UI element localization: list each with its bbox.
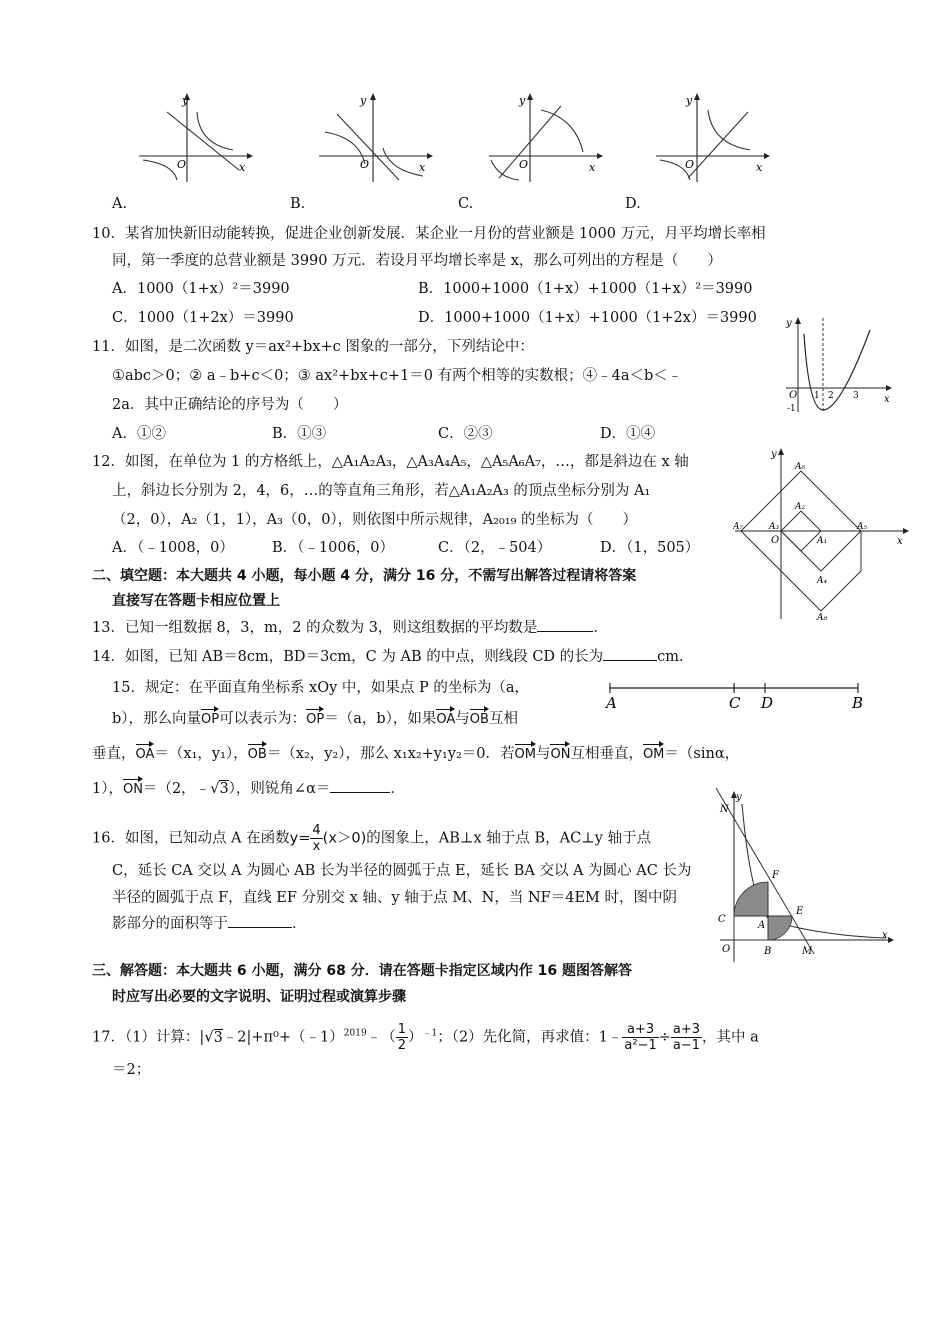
vector-ob-2: OB <box>248 742 267 765</box>
q10-option-a: A．1000（1+x）²＝3990 <box>112 281 290 297</box>
svg-text:2: 2 <box>828 391 834 401</box>
svg-text:x: x <box>419 161 426 174</box>
q15-line1: 15．规定：在平面直角坐标系 xOy 中，如果点 P 的坐标为（a， <box>112 680 530 696</box>
section-2-heading-line2: 直接写在答题卡相应位置上 <box>112 593 280 609</box>
q15-l4c: ），则锐角∠α＝ <box>228 781 331 797</box>
svg-text:A₆: A₆ <box>795 462 806 472</box>
svg-text:A₂: A₂ <box>795 502 806 512</box>
svg-text:-1: -1 <box>787 404 796 414</box>
q16-frac-num: 4 <box>312 823 321 838</box>
vector-om: OM <box>515 742 536 765</box>
svg-text:C: C <box>729 694 741 712</box>
section-3-heading-line2: 时应写出必要的文字说明、证明过程或演算步骤 <box>112 989 406 1005</box>
q15-l3b: ＝（x₁，y₁）， <box>154 746 248 762</box>
vector-op-2: OP <box>306 707 324 730</box>
svg-text:O: O <box>360 158 370 171</box>
q15-line2 <box>112 707 518 730</box>
svg-text:y: y <box>360 94 367 107</box>
vector-oa: OA <box>436 707 455 730</box>
q17-exp-minus1: ﹣1 <box>422 1028 438 1039</box>
q11-option-a: A．①② <box>112 426 166 442</box>
svg-text:N: N <box>720 804 729 815</box>
q15-l4b: ＝（2，﹣ <box>142 781 211 797</box>
q10-option-b: B．1000+1000（1+x）+1000（1+x）²＝3990 <box>418 281 753 297</box>
svg-text:M: M <box>802 946 813 957</box>
q17-b: ﹣2|+π⁰+（﹣1） <box>222 1029 344 1046</box>
svg-text:y: y <box>686 94 693 107</box>
q17-line2: ＝2； <box>112 1062 151 1078</box>
q15-l3f: ＝（sinα， <box>664 746 740 762</box>
q12-option-c: C．（2，﹣504） <box>438 540 552 556</box>
q9-option-b: B. <box>290 196 306 212</box>
q11-stem-line1: 11．如图，是二次函数 y＝ax²+bx+c 图象的一部分，下列结论中： <box>92 339 534 355</box>
q17-half-den: 2 <box>397 1038 406 1053</box>
svg-text:E: E <box>796 906 804 917</box>
q16-figure <box>706 786 896 966</box>
svg-text:O: O <box>771 535 780 546</box>
q12-option-d: D．（1，505） <box>600 540 700 556</box>
q15-l3d: 与 <box>535 746 551 762</box>
q11-option-b: B．①③ <box>272 426 327 442</box>
q15-l3a: 垂直， <box>92 746 136 762</box>
svg-text:x: x <box>239 161 246 174</box>
q9-graph-b <box>315 92 435 184</box>
q17-exp-2019: 2019 <box>343 1028 367 1039</box>
q17-d: ） <box>407 1029 423 1046</box>
q9-option-d: D. <box>625 196 641 212</box>
svg-text:A₃: A₃ <box>769 522 780 532</box>
q11-parabola-figure <box>782 314 894 414</box>
q16-function-cond: (x＞0) <box>322 830 367 847</box>
q11-stem-line3: 2a．其中正确结论的序号为（ ） <box>112 397 348 413</box>
svg-text:y: y <box>771 449 777 460</box>
vector-ob: OB <box>470 707 489 730</box>
q12-option-b: B．（﹣1006，0） <box>272 540 395 556</box>
q10-option-d: D．1000+1000（1+x）+1000（1+2x）＝3990 <box>418 310 757 326</box>
q12-stem-line1: 12．如图，在单位为 1 的方格纸上，△A₁A₂A₃，△A₃A₄A₅，△A₅A₆A₇，…，都是斜边在 x 轴 <box>92 454 689 470</box>
section-2-heading: 二、填空题：本大题共 4 小题，每小题 4 分，满分 16 分，不需写出解答过程请将答案 <box>92 568 637 584</box>
svg-text:B: B <box>852 694 864 712</box>
q16-line2: C，延长 CA 交以 A 为圆心 AB 长为半径的圆弧于点 E，延长 BA 交以 A 为圆心 AC 长为 <box>112 863 692 879</box>
q15-sqrt-radicand: 3 <box>219 781 229 797</box>
q9-graph-c <box>485 92 605 184</box>
q16-line1 <box>92 823 651 854</box>
q9-graph-a <box>135 92 255 184</box>
q17-div: ÷ <box>658 1029 671 1046</box>
vector-om-2: OM <box>643 742 664 765</box>
q13-text: 13．已知一组数据 8，3，m，2 的众数为 3，则这组数据的平均数是 <box>92 620 538 636</box>
q14-stem <box>92 646 694 667</box>
svg-text:x: x <box>756 161 763 174</box>
q15-l4a: 1）， <box>92 781 123 797</box>
svg-text:y: y <box>736 792 742 803</box>
q13-stem <box>92 617 608 638</box>
q9-option-c: C. <box>458 196 474 212</box>
q15-l3c: ＝（x₂，y₂），那么 x₁x₂+y₁y₂＝0．若 <box>266 746 515 762</box>
q14-answer-blank[interactable] <box>603 646 657 661</box>
q17-frac2-den: a−1 <box>672 1038 701 1053</box>
svg-text:A₇: A₇ <box>733 522 744 532</box>
q12-triangles-figure <box>733 443 911 621</box>
svg-text:A₅: A₅ <box>857 522 868 532</box>
svg-text:y: y <box>182 94 189 107</box>
q17-a: 17．（1）计算：| <box>92 1029 205 1046</box>
q15-l2b: 可以表示为： <box>219 711 307 727</box>
q16-l1a: 16．如图，已知动点 A 在函数 <box>92 830 290 847</box>
sqrt-icon: √ <box>210 781 220 797</box>
q17-frac2-num: a+3 <box>672 1022 701 1037</box>
q11-stem-line2: ①abc＞0；② a﹣b+c＜0；③ ax²+bx+c+1＝0 有两个相等的实数根；④﹣4a＜b＜﹣ <box>112 368 683 384</box>
svg-text:D: D <box>761 694 774 712</box>
svg-text:x: x <box>884 394 890 405</box>
q15-l2c: ＝（a，b），如果 <box>324 711 437 727</box>
q12-stem-line3: （2，0），A₂（1，1），A₃（0，0），则依图中所示规律，A₂₀₁₉ 的坐标为（ ） <box>112 512 637 528</box>
q15-line3 <box>92 742 739 765</box>
svg-text:A₈: A₈ <box>817 613 828 621</box>
q17-half-frac <box>396 1022 408 1053</box>
q16-function-frac <box>310 823 322 854</box>
q17-g: ，其中 a <box>702 1029 759 1046</box>
svg-text:y: y <box>786 318 792 329</box>
q15-answer-blank[interactable] <box>330 778 390 793</box>
svg-text:1: 1 <box>814 391 820 401</box>
svg-text:A: A <box>606 694 617 712</box>
q12-stem-line2: 上，斜边长分别为 2，4，6，…的等直角三角形，若△A₁A₂A₃ 的顶点坐标分别为 A₁ <box>112 483 651 499</box>
vector-on: ON <box>550 742 570 765</box>
q16-line4 <box>112 913 307 934</box>
q12-option-a: A．（﹣1008，0） <box>112 540 234 556</box>
q11-option-c: C．②③ <box>438 426 493 442</box>
q9-option-a: A. <box>112 196 128 212</box>
svg-text:O: O <box>789 390 798 401</box>
q16-answer-blank[interactable] <box>228 913 292 928</box>
q11-option-d: D．①④ <box>600 426 656 442</box>
q17-half-num: 1 <box>397 1022 406 1037</box>
q17-sqrt-radicand: 3 <box>213 1029 223 1046</box>
svg-text:x: x <box>589 161 596 174</box>
q14-end: cm． <box>657 649 694 665</box>
q17-c: ﹣（ <box>366 1029 396 1046</box>
q15-l4d: ． <box>390 781 405 797</box>
q16-function-y: y= <box>289 830 311 847</box>
svg-text:O: O <box>177 158 187 171</box>
svg-text:y: y <box>519 94 526 107</box>
q15-l2d: 与 <box>455 711 470 727</box>
vector-oa-2: OA <box>136 742 155 765</box>
svg-text:B: B <box>764 946 772 957</box>
q10-stem-line1: 10．某省加快新旧动能转换，促进企业创新发展．某企业一月份的营业额是 1000 万元，月平均增长率相 <box>92 226 766 242</box>
q9-graph-d <box>652 92 772 184</box>
q13-answer-blank[interactable] <box>537 617 593 632</box>
q17-line1 <box>92 1022 759 1053</box>
svg-text:F: F <box>772 870 779 881</box>
q14-segment-figure <box>604 682 866 712</box>
q16-l4: 影部分的面积等于 <box>112 916 228 932</box>
q17-frac1-den: a²−1 <box>624 1038 657 1053</box>
q17-frac-2 <box>671 1022 702 1053</box>
svg-text:C: C <box>718 914 726 925</box>
q14-text: 14．如图，已知 AB＝8cm，BD＝3cm，C 为 AB 的中点，则线段 CD 的长为 <box>92 649 604 665</box>
svg-text:O: O <box>685 158 695 171</box>
q15-line4 <box>92 777 405 800</box>
q13-end: ． <box>593 620 608 636</box>
vector-on-2: ON <box>123 777 143 800</box>
q17-frac1-num: a+3 <box>622 1022 658 1038</box>
q15-l2a: b），那么向量 <box>112 711 202 727</box>
q10-option-c: C．1000（1+2x）＝3990 <box>112 310 294 326</box>
q15-l2e: 互相 <box>488 711 518 727</box>
q16-line3: 半径的圆弧于点 F，直线 EF 分别交 x 轴、y 轴于点 M、N，当 NF＝4EM 时，图中阴 <box>112 890 677 906</box>
svg-text:x: x <box>897 536 903 547</box>
vector-op: OP <box>201 707 219 730</box>
section-3-heading: 三、解答题：本大题共 6 小题，满分 68 分．请在答题卡指定区域内作 16 题图答解答 <box>92 963 632 979</box>
svg-text:A₄: A₄ <box>817 576 828 586</box>
svg-text:A₁: A₁ <box>817 536 828 546</box>
q17-frac-1 <box>622 1022 658 1053</box>
q10-stem-line2: 同，第一季度的总营业额是 3990 万元．若设月平均增长率是 x，那么可列出的方程是（ ） <box>112 253 722 269</box>
svg-text:A: A <box>758 920 766 931</box>
q16-l1b: 的图象上，AB⊥x 轴于点 B，AC⊥y 轴于点 <box>366 830 652 847</box>
svg-text:O: O <box>519 158 529 171</box>
q17-sqrt-icon: √ <box>204 1029 214 1046</box>
q17-e: ；（2）先化简，再求值：1﹣ <box>437 1029 623 1046</box>
q16-frac-den: x <box>312 839 321 854</box>
q15-l3e: 互相垂直， <box>570 746 643 762</box>
svg-text:O: O <box>722 944 731 955</box>
svg-text:x: x <box>882 930 888 941</box>
svg-text:3: 3 <box>853 391 859 401</box>
q16-l4end: ． <box>292 916 307 932</box>
